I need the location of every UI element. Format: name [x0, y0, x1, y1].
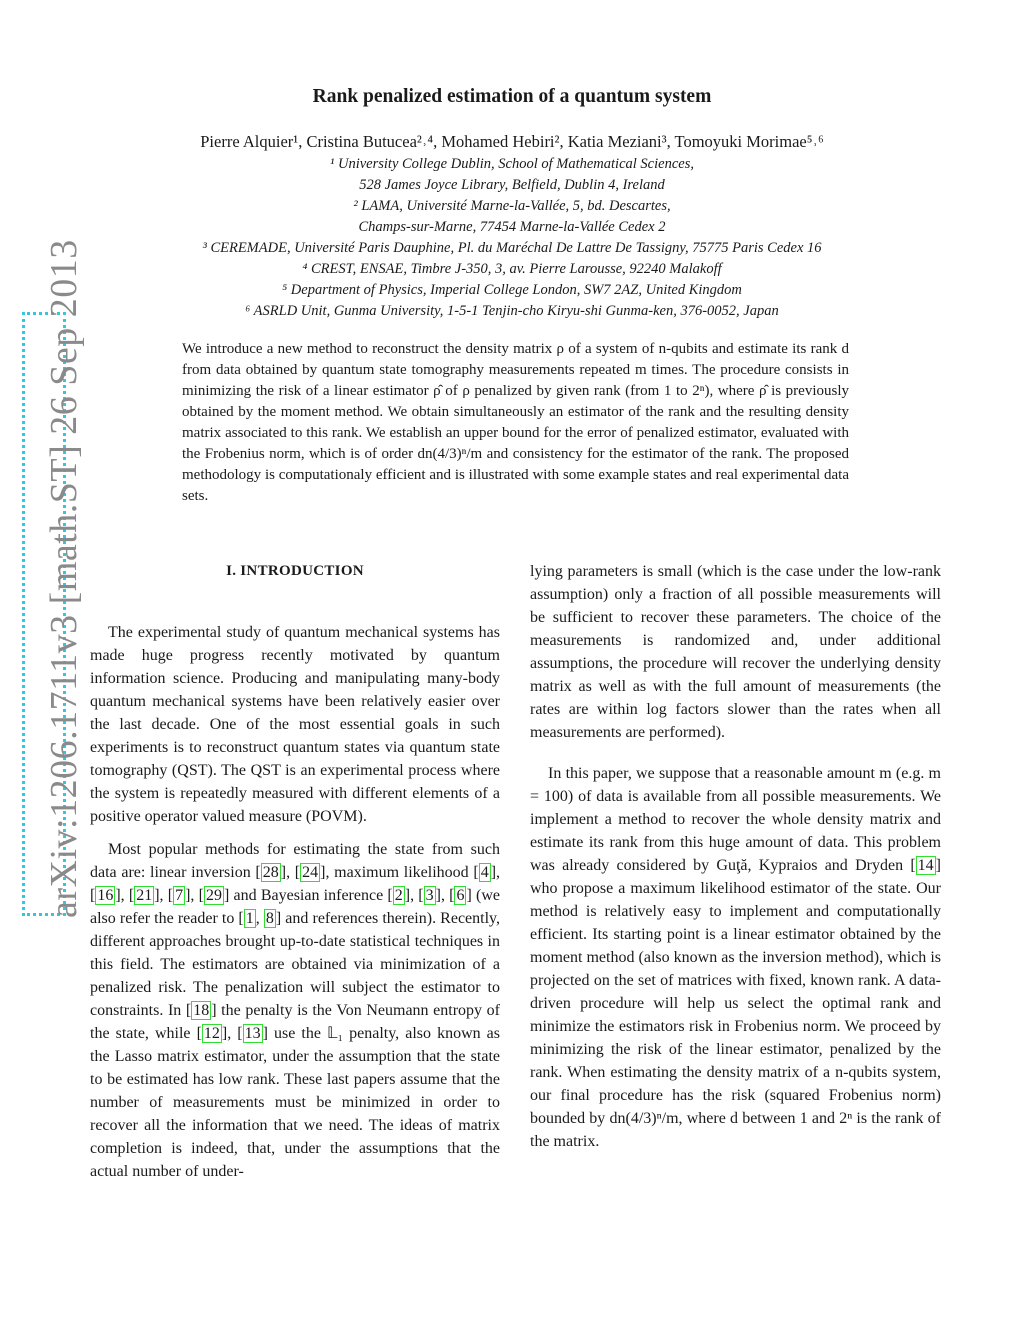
citation-link[interactable]: 21: [136, 887, 153, 904]
affiliation-line: Champs-sur-Marne, 77454 Marne-la-Vallée Cedex 2: [358, 219, 666, 235]
paper-title: Rank penalized estimation of a quantum system: [312, 86, 712, 107]
affiliation-line: 528 James Joyce Library, Belfield, Dublin 4, Ireland: [359, 177, 665, 193]
citation-link[interactable]: 4: [480, 864, 489, 881]
paragraph: The experimental study of quantum mechanical systems has made huge progress recently motivated by quantum information science. Producing and manipulating many-body quantum mechanical systems have been relatively easier over the last decade. One of the most essential goals in such experiments is to reconstruct quantum states via quantum state tomography (QST). The QST is an experimental process where the system is repeatedly measured with different elements of a positive operator valued measure (POVM).: [90, 624, 500, 825]
affiliations: [0, 154, 1024, 322]
citation-link[interactable]: 6: [456, 887, 465, 904]
abstract: We introduce a new method to reconstruct the density matrix ρ of a system of n-qubits and estimate its rank d from data obtained by quantum state tomography measurements repeated m times. The procedure consists in minimizing the risk of a linear estimator ρ̂ of ρ penalized by given rank (from 1 to 2ⁿ), where ρ̂ is previously obtained by the moment method. We obtain simultaneously an estimator of the rank and the resulting density matrix associated to this rank. We establish an upper bound for the error of penalized estimator, evaluated with the Frobenius norm, which is of order dn(4/3)ⁿ/m and consistency for the estimator of the rank. The proposed methodology is computationaly efficient and is illustrated with some example states and real experimental data sets.: [182, 341, 849, 504]
citation-link[interactable]: 28: [262, 864, 279, 881]
citation-link[interactable]: 7: [175, 887, 184, 904]
paragraph: In this paper, we suppose that a reasonable amount m (e.g. m = 100) of data is available from all possible measurements. We implement a method to recover the whole density matrix and estimate its rank from this huge amount of data. This problem was already considered by Guţă, Kypraios and Dryden [ 14 ] who propose a maximum likelihood estimator of the state. Our method is relatively easy to implement and computationally efficient. Its starting point is a linear estimator obtained by the moment method (also known as the inversion method), which is projected on the set of matrices with fixed, known rank. A data-driven procedure will help us select the optimal rank and minimize the estimators risk in Frobenius norm. We proceed by minimizing the risk of the linear estimator, penalized by the rank. When estimating the density matrix of a n-qubits system, our final procedure has the risk (squared Frobenius norm) bounded by dn(4/3)ⁿ/m, where d between 1 and 2ⁿ is the rank of the matrix.: [530, 765, 941, 1150]
citation-link[interactable]: 13: [244, 1025, 261, 1042]
section-heading: I. INTRODUCTION: [226, 563, 364, 579]
right-column: [530, 560, 941, 1153]
citation-link[interactable]: 24: [302, 864, 319, 881]
citation-link[interactable]: 1: [245, 910, 254, 927]
affiliation-line: ² LAMA, Université Marne-la-Vallée, 5, bd. Descartes,: [353, 198, 671, 214]
citation-link[interactable]: 18: [193, 1002, 210, 1019]
affiliation-line: ⁵ Department of Physics, Imperial College London, SW7 2AZ, United Kingdom: [282, 282, 742, 298]
citation-link[interactable]: 14: [917, 857, 934, 874]
affiliation-line: ⁶ ASRLD Unit, Gunma University, 1-5-1 Tenjin-cho Kiryu-shi Gunma-ken, 376-0052, Japan: [245, 303, 779, 319]
author-list: Pierre Alquier¹, Cristina Butucea²˒⁴, Mohamed Hebiri², Katia Meziani³, Tomoyuki Morimae⁵˒⁶: [200, 132, 824, 151]
affiliation-line: ⁴ CREST, ENSAE, Timbre J-350, 3, av. Pierre Larousse, 92240 Malakoff: [302, 261, 722, 277]
affiliation-line: ¹ University College Dublin, School of Mathematical Sciences,: [330, 156, 694, 172]
paragraph: lying parameters is small (which is the case under the low-rank assumption) only a fraction of all possible measurements will be sufficient to recover these parameters. The choice of the measurements is randomized and, under additional assumptions, the procedure will recover the underlying density matrix as well as with the full amount of measurements (the rates are within log factors slower than the rates when all measurements are performed).: [530, 563, 941, 741]
paragraph: Most popular methods for estimating the state from such data are: linear inversion [ 28 ], [ 24 ], maximum likelihood [ 4 ], [ 16 ], [ 21 ], [ 7 ], [ 29 ] and Bayesian inference [ 2 ], [ 3 ], [ 6 ] (we also refer the reader to [ 1 , 8 ] and references therein). Recently, different approaches brought up-to-date statistical techniques in this field. The estimators are obtained via minimization of a penalized risk. The penalization will subject the estimator to constraints. In [ 18 ] the penalty is the Von Neumann entropy of the state, while [ 12 ], [ 13 ] use the 𝕃₁ penalty, also known as the Lasso matrix estimator, under the assumption that the state to be estimated has low rank. These last papers assume that the number of measurements must be minimized in order to recover all the information that we need. The ideas of matrix completion is indeed, that, under the assumptions that the actual number of under-: [90, 841, 501, 1180]
citation-link[interactable]: 29: [205, 887, 222, 904]
citation-link[interactable]: 8: [265, 910, 274, 927]
citation-link[interactable]: 12: [203, 1025, 220, 1042]
citation-link[interactable]: 16: [97, 887, 114, 904]
arxiv-identifier[interactable]: arXiv:1206.1711v3 [math.ST] 26 Sep 2013: [43, 239, 85, 918]
citation-link[interactable]: 2: [394, 887, 403, 904]
affiliation-line: ³ CEREMADE, Université Paris Dauphine, Pl. du Maréchal De Lattre De Tassigny, 75775 Paris Cedex 16: [202, 240, 822, 256]
left-column: [90, 560, 500, 1183]
citation-link[interactable]: 3: [425, 887, 434, 904]
